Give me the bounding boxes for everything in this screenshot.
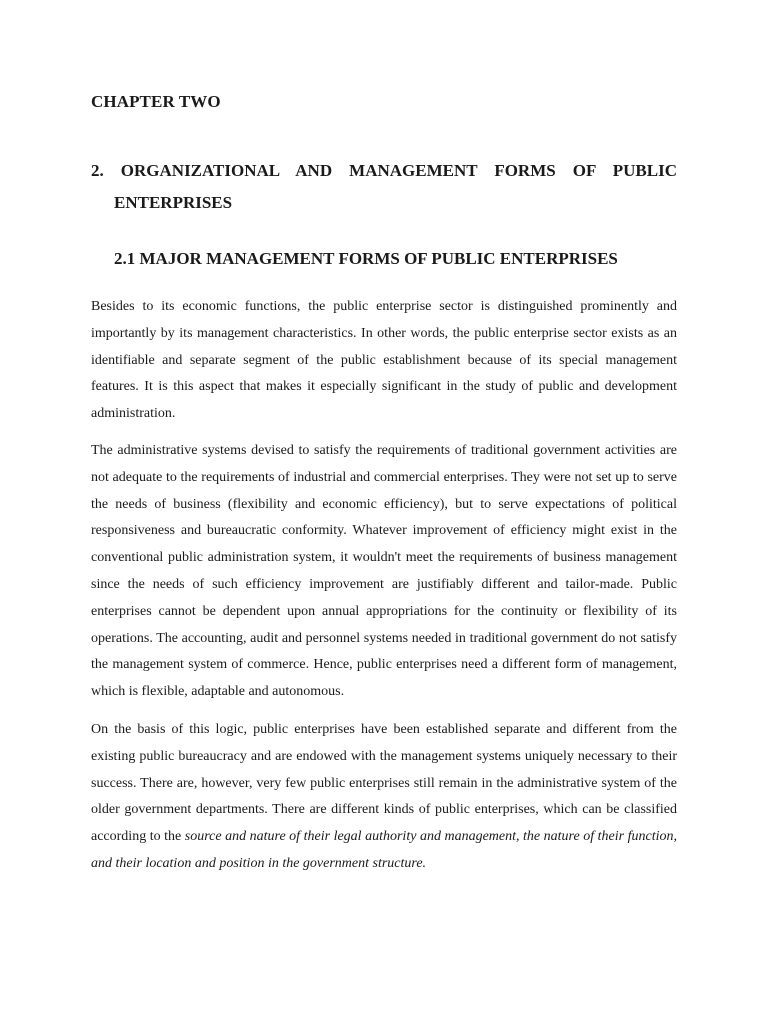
main-heading-line-1: 2. ORGANIZATIONAL AND MANAGEMENT FORMS OF PUBLIC xyxy=(91,161,677,180)
section-heading: 2.1 MAJOR MANAGEMENT FORMS OF PUBLIC ENTERPRISES xyxy=(114,249,618,268)
chapter-label: CHAPTER TWO xyxy=(91,92,221,111)
main-heading xyxy=(91,155,677,219)
paragraph-1: Besides to its economic functions, the public enterprise sector is distinguished prominently and importantly by its management characteristics. In other words, the public enterprise sector exists as an identifiable and separate segment of the public establishment because of its special management features. It is this aspect that makes it especially significant in the study of public and development administration. xyxy=(91,299,677,422)
paragraph-3-text: On the basis of this logic, public enterprises have been established separate and different from the existing public bureaucracy and are endowed with the management systems uniquely necessary to their success. There are, however, very few public enterprises still remain in the administrative system of the older government departments. There are different kinds of public enterprises, which can be classified according to the xyxy=(91,722,677,845)
main-heading-line-2: ENTERPRISES xyxy=(114,193,233,212)
paragraph-2: The administrative systems devised to satisfy the requirements of traditional government activities are not adequate to the requirements of industrial and commercial enterprises. They were not set up to serve the needs of business (flexibility and economic efficiency), but to serve expectations of political responsiveness and bureaucratic conformity. Whatever improvement of efficiency might exist in the conventional public administration system, it wouldn't meet the requirements of business management since the needs of such efficiency improvement are justifiably different and tailor-made. Public enterprises cannot be dependent upon annual appropriations for the continuity or flexibility of its operations. The accounting, audit and personnel systems needed in traditional government do not satisfy the management system of commerce. Hence, public enterprises need a different form of management, which is flexible, adaptable and autonomous. xyxy=(91,443,677,700)
paragraph-3-emphasis: source and nature of their legal authority and management, the nature of their function, and their location and position in the government structure. xyxy=(91,829,677,871)
paragraph-3 xyxy=(91,717,677,878)
